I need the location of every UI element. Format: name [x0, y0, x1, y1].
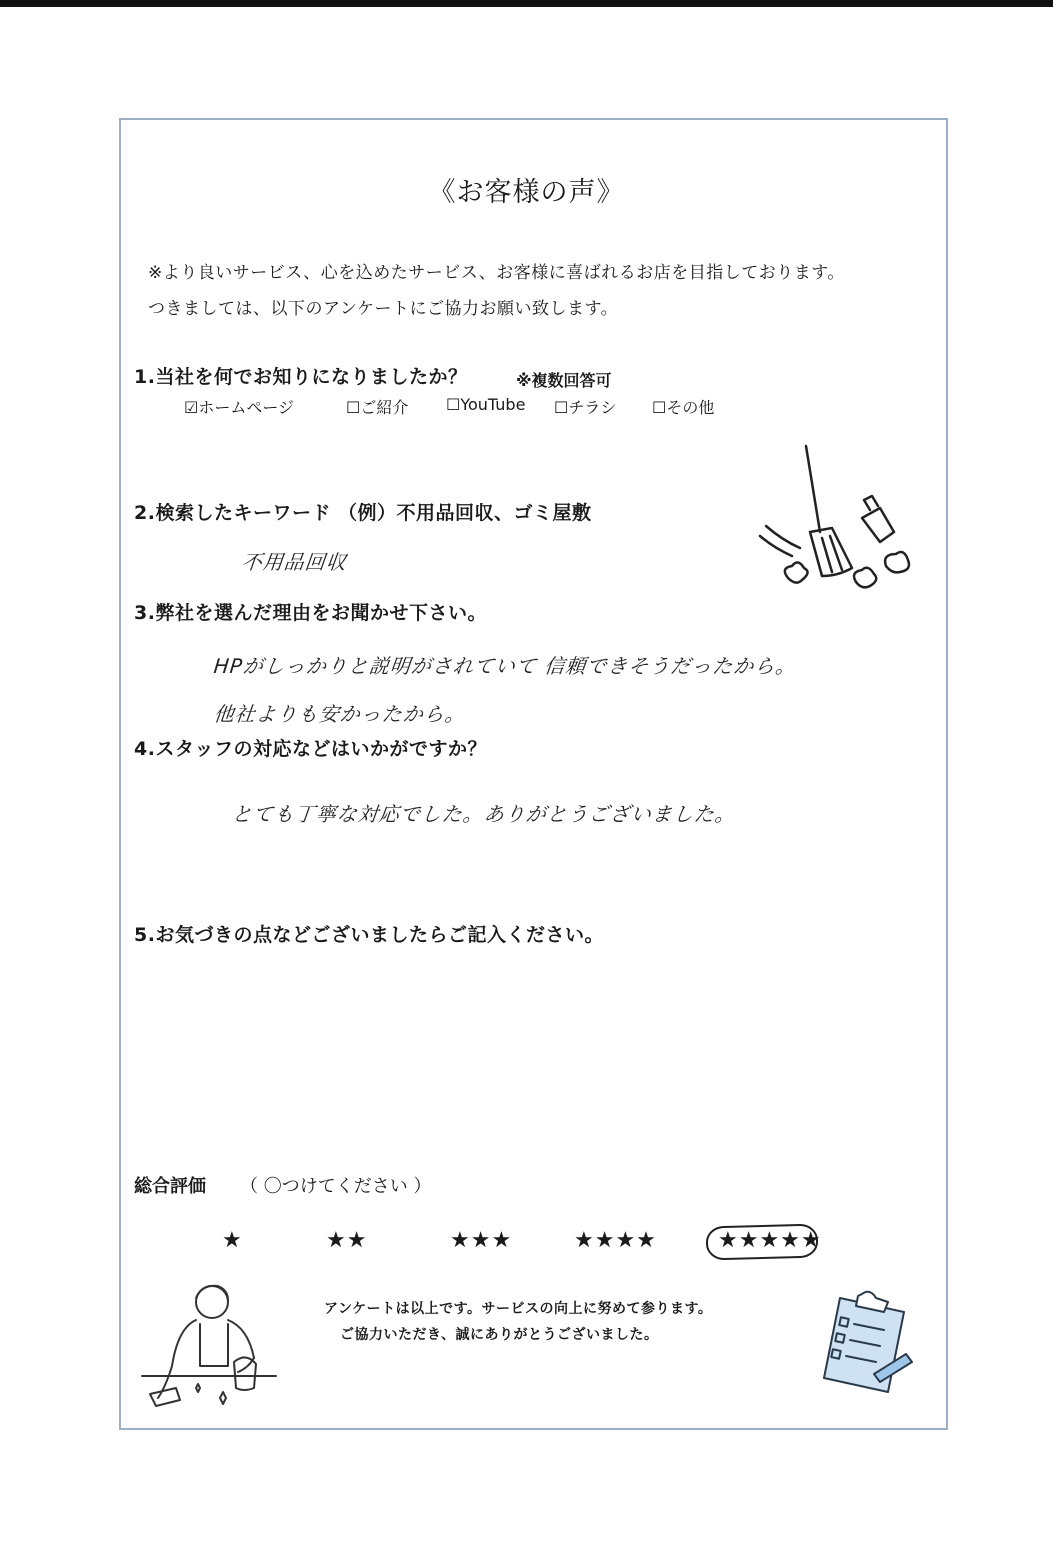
- closing-line-1: アンケートは以上です。サービスの向上に努めて参ります。: [324, 1301, 713, 1317]
- rating-option-4[interactable]: ★★★★: [574, 1228, 657, 1253]
- intro-line-2: つきましては、以下のアンケートにご協力お願い致します。: [148, 299, 619, 319]
- intro-line-1: ※より良いサービス、心を込めたサービス、お客様に喜ばれるお店を目指しております。: [148, 263, 845, 283]
- question-5: 5.お気づきの点などございましたらご記入ください。: [134, 924, 604, 946]
- question-1: 1.当社を何でお知りになりましたか？: [134, 366, 468, 388]
- option-other[interactable]: [652, 395, 714, 418]
- checkbox-checked-icon[interactable]: ☑: [184, 398, 199, 417]
- question-3: 3.弊社を選んだ理由をお聞かせ下さい。: [134, 602, 487, 624]
- answer-3-line-2: 他社よりも安かったから。: [212, 702, 468, 726]
- rating-option-3[interactable]: ★★★: [450, 1228, 513, 1253]
- option-youtube[interactable]: [446, 395, 525, 414]
- cleaning-worker-icon: [136, 1276, 282, 1416]
- question-4: 4.スタッフの対応などはいかがですか？: [134, 738, 487, 760]
- rating-option-1[interactable]: ★: [222, 1228, 243, 1253]
- option-referral-label: ご紹介: [360, 398, 409, 417]
- rating-option-2[interactable]: ★★: [326, 1228, 368, 1253]
- answer-3-line-1: HPがしっかりと説明がされていて 信頼できそうだったから。: [212, 654, 798, 678]
- answer-2: 不用品回収: [240, 550, 349, 574]
- answer-4: とても丁寧な対応でした。ありがとうございました。: [230, 802, 738, 826]
- broom-icon: [752, 440, 922, 600]
- option-referral[interactable]: [346, 395, 408, 418]
- option-flyer[interactable]: [554, 395, 616, 418]
- rating-option-5[interactable]: ★★★★★: [718, 1228, 822, 1253]
- scan-top-edge: [0, 0, 1053, 7]
- rating-label: 総合評価: [134, 1176, 206, 1197]
- checkbox-icon[interactable]: ☐: [554, 398, 569, 417]
- option-youtube-label: YouTube: [460, 395, 526, 414]
- checkbox-icon[interactable]: ☐: [346, 398, 361, 417]
- rating-hint: （ 〇つけてください ）: [240, 1176, 432, 1197]
- option-other-label: その他: [666, 398, 715, 417]
- question-2: 2.検索したキーワード （例）不用品回収、ゴミ屋敷: [134, 502, 592, 524]
- page-title: 《お客様の声》: [428, 177, 625, 208]
- clipboard-icon: [818, 1288, 918, 1398]
- option-homepage-label: ホームページ: [198, 398, 295, 417]
- option-homepage[interactable]: [184, 395, 294, 418]
- checkbox-icon[interactable]: ☐: [652, 398, 667, 417]
- question-1-note: ※複数回答可: [516, 371, 612, 390]
- checkbox-icon[interactable]: ☐: [446, 395, 461, 414]
- option-flyer-label: チラシ: [568, 398, 617, 417]
- closing-line-2: ご協力いただき、誠にありがとうございました。: [340, 1327, 659, 1343]
